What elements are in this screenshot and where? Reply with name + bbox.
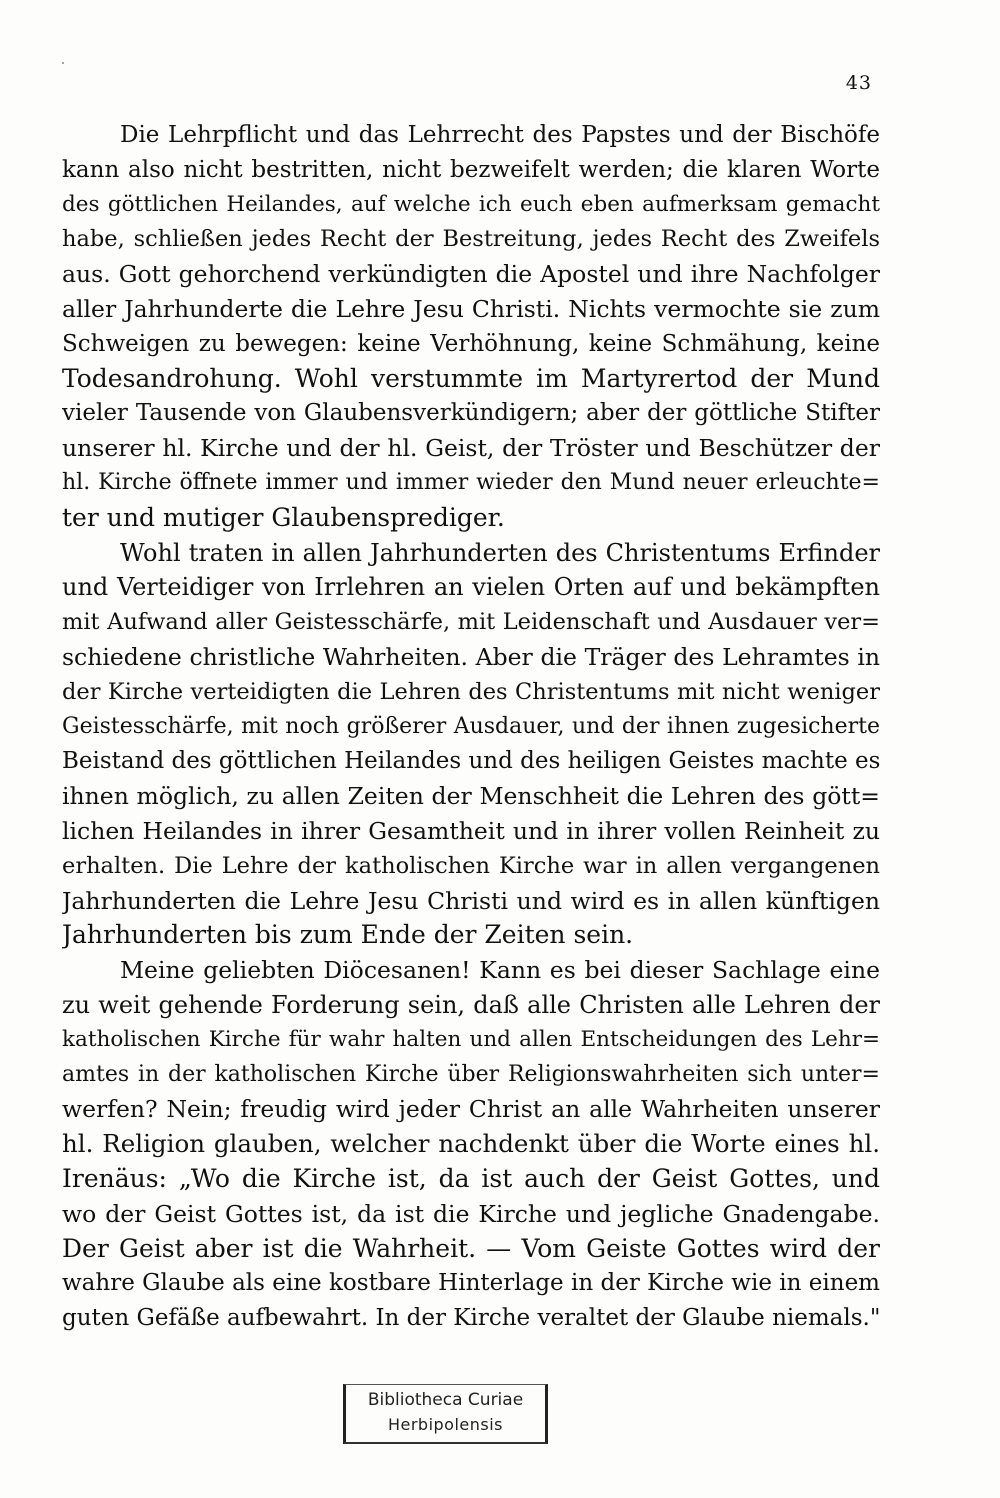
stamp-line-2: Herbipolensis xyxy=(387,1415,504,1434)
text-line: unserer hl. Kirche und der hl. Geist, der Tröster und Beschützer der xyxy=(62,434,880,463)
text-line: hl. Religion glauben, welcher nachdenkt über die Worte eines hl. xyxy=(62,1129,880,1159)
text-line: Irenäus: „Wo die Kirche ist, da ist auch der Geist Gottes, und xyxy=(62,1163,880,1193)
text-line: Die Lehrpflicht und das Lehrrecht des Papstes und der Bischöfe xyxy=(120,122,880,148)
text-line: vieler Tausende von Glaubensverkündigern; aber der göttliche Stifter xyxy=(62,400,880,427)
text-line: kann also nicht bestritten, nicht bezweifelt werden; die klaren Worte xyxy=(62,156,880,183)
body-text xyxy=(62,118,880,1336)
text-line: guten Gefäße aufbewahrt. In der Kirche veraltet der Glaube niemals." xyxy=(62,1305,880,1332)
text-line: und Verteidiger von Irrlehren an vielen Orten auf und bekämpften xyxy=(62,573,880,602)
text-line: Todesandrohung. Wohl verstummte im Martyrertod der Mund xyxy=(62,363,880,393)
text-line: Der Geist aber ist die Wahrheit. — Vom Geiste Gottes wird der xyxy=(62,1233,880,1263)
stamp-line-1: Bibliotheca Curiae xyxy=(367,1390,524,1410)
text-line: katholischen Kirche für wahr halten und allen Entscheidungen des Lehr= xyxy=(62,1026,880,1052)
text-line: wahre Glaube als eine kostbare Hinterlage in der Kirche wie in einem xyxy=(62,1270,880,1297)
text-line: Jahrhunderten die Lehre Jesu Christi und wird es in allen künftigen xyxy=(62,886,880,915)
text-line: Wohl traten in allen Jahrhunderten des Christentums Erfinder xyxy=(120,538,880,567)
text-line: werfen? Nein; freudig wird jeder Christ an alle Wahrheiten unserer xyxy=(62,1095,880,1124)
text-line: Beistand des göttlichen Heilandes und des heiligen Geistes machte es xyxy=(62,748,880,775)
library-stamp xyxy=(343,1384,548,1444)
text-line: aus. Gott gehorchend verkündigten die Apostel und ihre Nachfolger xyxy=(62,260,880,289)
text-line: zu weit gehende Forderung sein, daß alle Christen alle Lehren der xyxy=(62,990,880,1019)
text-line: habe, schließen jedes Recht der Bestreitung, jedes Recht des Zweifels xyxy=(62,226,880,253)
text-line: schiedene christliche Wahrheiten. Aber die Träger des Lehramtes in xyxy=(62,642,880,671)
text-line: ihnen möglich, zu allen Zeiten der Menschheit die Lehren des gött= xyxy=(62,782,880,811)
text-line: Jahrhunderten bis zum Ende der Zeiten sein. xyxy=(62,920,634,950)
text-line: wo der Geist Gottes ist, da ist die Kirche und jegliche Gnadengabe. xyxy=(62,1199,880,1228)
page-number: 43 xyxy=(845,72,872,94)
text-line: ter und mutiger Glaubensprediger. xyxy=(62,502,505,532)
text-line: amtes in der katholischen Kirche über Religionswahrheiten sich unter= xyxy=(62,1061,880,1087)
text-line: Meine geliebten Diöcesanen! Kann es bei dieser Sachlage eine xyxy=(120,956,880,985)
scan-speck xyxy=(62,62,64,64)
text-line: hl. Kirche öffnete immer und immer wieder den Mund neuer erleuchte= xyxy=(62,469,880,495)
text-line: mit Aufwand aller Geistesschärfe, mit Leidenschaft und Ausdauer ver= xyxy=(62,609,880,636)
text-line: aller Jahrhunderte die Lehre Jesu Christi. Nichts vermochte sie zum xyxy=(62,294,880,323)
text-line: der Kirche verteidigten die Lehren des Christentums mit nicht weniger xyxy=(62,678,880,705)
text-line: Schweigen zu bewegen: keine Verhöhnung, keine Schmähung, keine xyxy=(62,330,880,357)
text-line: lichen Heilandes in ihrer Gesamtheit und in ihrer vollen Reinheit zu xyxy=(62,816,880,845)
text-line: Geistesschärfe, mit noch größerer Ausdauer, und der ihnen zugesicherte xyxy=(62,713,880,739)
text-line: erhalten. Die Lehre der katholischen Kirche war in allen vergangenen xyxy=(62,852,880,879)
text-line: des göttlichen Heilandes, auf welche ich euch eben aufmerksam gemacht xyxy=(62,191,880,217)
